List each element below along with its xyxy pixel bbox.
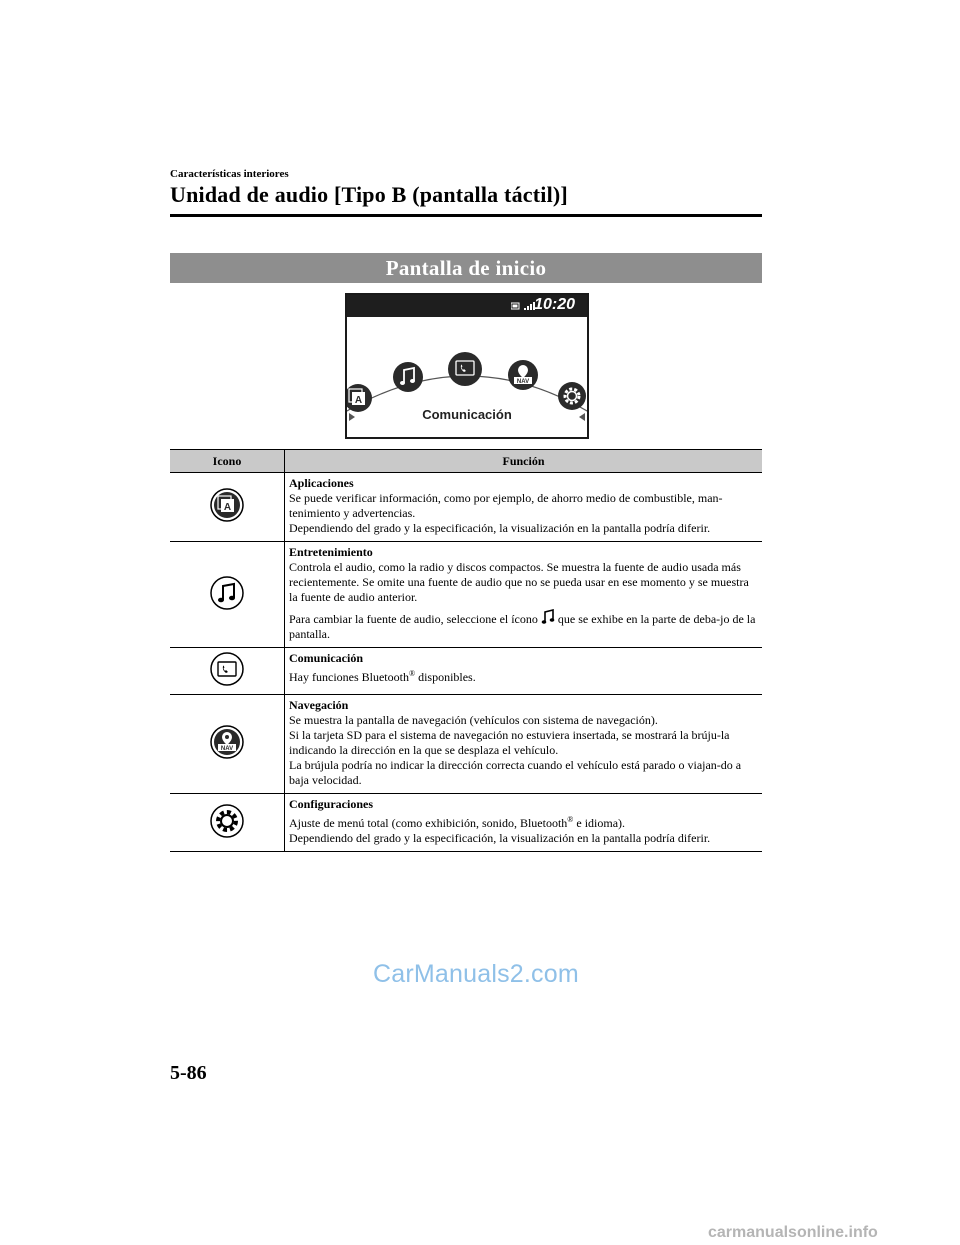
icon-cell [170,473,285,542]
function-table [170,449,762,852]
function-cell [285,473,763,542]
desc-text: e idioma). [573,816,626,830]
section-heading: Pantalla de inicio [170,253,762,283]
function-cell [285,648,763,695]
function-name: Entretenimiento [289,545,373,559]
table-row [170,648,762,695]
function-cell [285,695,763,794]
function-name: Navegación [289,698,349,712]
navigation-icon[interactable] [507,359,539,391]
function-description: Controla el audio, como la radio y discos compactos. Se muestra la fuente de audio usada más recientemente. Se omite una fuente de audio que no se pueda usar en ese momento y se muestra la fuente de audio anterior. [289,560,749,604]
svg-text:A: A [354,395,363,406]
function-description: Se muestra la pantalla de navegación (vehículos con sistema de navegación). [289,713,658,727]
svg-text:A: A [223,502,232,513]
function-note [289,609,758,642]
icon-cell [170,542,285,648]
function-name: Configuraciones [289,797,373,811]
registered-mark: ® [408,669,416,678]
function-description: Dependiendo del grado y la especificación, la visualización en la pantalla podría diferir. [289,831,711,845]
table-row [170,794,762,852]
function-description [289,812,758,831]
settings-gear-icon [210,804,244,838]
function-description: Se puede verificar información, como por ejemplo, de ahorro medio de combustible, man-tenimiento y advertencias. [289,491,723,520]
page-number: 5-86 [170,1062,207,1084]
header-icon: Icono [170,450,285,473]
table-header-row [170,450,762,473]
desc-text: disponibles. [415,670,476,684]
communication-icon[interactable] [447,351,483,387]
chapter-title: Características interiores [170,168,289,180]
function-cell [285,794,763,852]
music-note-icon [210,576,244,610]
title-rule [170,214,762,217]
icon-cell [170,794,285,852]
watermark-link[interactable]: CarManuals2.com [373,960,579,988]
communication-icon [210,652,244,686]
desc-text: Hay funciones Bluetooth [289,670,409,684]
navigation-icon [210,725,244,759]
function-cell [285,542,763,648]
table-row [170,695,762,794]
svg-text:NAV: NAV [220,746,234,752]
page-title: Unidad de audio [Tipo B (pantalla táctil)] [170,182,568,207]
function-description: La brújula podría no indicar la dirección correcta cuando el vehículo está parado o viajan-do a baja velocidad. [289,758,742,787]
icon-cell [170,648,285,695]
function-description: Si la tarjeta SD para el sistema de navegación no estuviera insertada, se mostrará la brúju-la indicando la dirección en la que se desplaza el vehículo. [289,728,730,757]
home-screen-illustration [345,293,589,439]
table-row [170,473,762,542]
svg-text:NAV: NAV [516,379,530,385]
music-note-icon [541,609,555,625]
header-function: Función [285,450,763,473]
music-note-icon[interactable] [392,361,424,393]
applications-icon [210,488,244,522]
note-text-before: Para cambiar la fuente de audio, seleccione el ícono [289,612,538,626]
icon-cell [170,695,285,794]
screen-selected-label: Comunicación [422,407,512,422]
desc-text: Ajuste de menú total (como exhibición, sonido, Bluetooth [289,816,568,830]
function-name: Aplicaciones [289,476,354,490]
registered-mark: ® [567,815,574,824]
table-row [170,542,762,648]
footer-watermark: carmanualsonline.info [708,1224,878,1241]
function-name: Comunicación [289,651,364,665]
function-description: Dependiendo del grado y la especificación, la visualización en la pantalla podría diferir. [289,521,711,535]
function-description [289,666,758,685]
clock: 10:20 [534,296,575,313]
note-text-after: que se exhibe en la parte de deba-jo de la pantalla. [289,612,756,641]
